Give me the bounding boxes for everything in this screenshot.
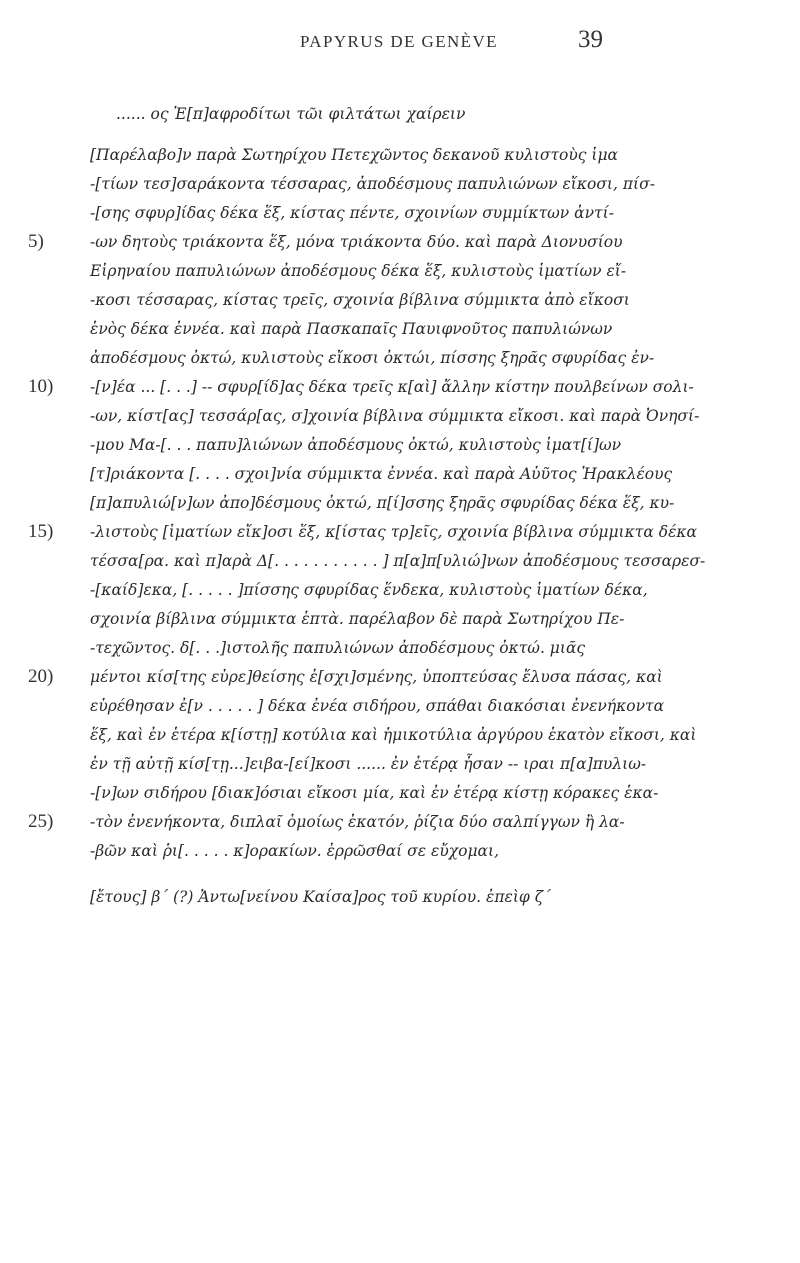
text-line-8: ἀποδέσμους ὀκτώ, κυλιστοὺς εἴκοσι ὀκτώι, πίσσης ξηρᾶς σφυρίδας ἐν-: [90, 349, 655, 367]
line-number-25: 25): [28, 811, 54, 832]
running-title: PAPYRUS DE GENÈVE: [300, 32, 498, 51]
text-line-22: ἐν τῇ αὐτῇ κίσ[τῃ...]ειβα-[εί]κοσι ...... ἐν ἑτέρᾳ ἦσαν -- ιραι π[α]πυλιω-: [90, 755, 647, 773]
text-line-5: Εἰρηναίου παπυλιώνων ἀποδέσμους δέκα ἕξ, κυλιστοὺς ἱματίων εἴ-: [90, 262, 627, 280]
text-line-24: -τὸν ἐνενήκοντα, διπλαῖ ὁμοίως ἑκατόν, ῥίζια δύο σαλπίγγων ἢ λα-: [90, 813, 625, 831]
text-line-3: -[σης σφυρ]ίδας δέκα ἕξ, κίστας πέντε, σχοινίων συμμίκτων ἀντί-: [90, 204, 614, 222]
text-line-4: -ων δητοὺς τριάκοντα ἕξ, μόνα τριάκοντα δύο. καὶ παρὰ Διονυσίου: [90, 233, 623, 251]
text-line-16: -[καίδ]εκα, [. . . . . ]πίσσης σφυρίδας ἕνδεκα, κυλιστοὺς ἱματίων δέκα,: [90, 581, 648, 599]
running-head: [0, 26, 800, 56]
line-number-10: 10): [28, 376, 54, 397]
text-line-14: -λιστοὺς [ἱματίων εἴκ]οσι ἕξ, κ[ίστας τρ]εῖς, σχοινία βίβλινα σύμμικτα δέκα: [90, 523, 698, 541]
text-line-21: ἕξ, καὶ ἐν ἑτέρα κ[ίστῃ] κοτύλια καὶ ἡμικοτύλια ἀργύρου ἑκατὸν εἴκοσι, καὶ: [90, 726, 697, 744]
text-line-0: ...... ος Ἐ[π]αφροδίτωι τῶι φιλτάτωι χαίρειν: [116, 105, 466, 123]
text-line-19: μέντοι κίσ[της εὑρε]θείσης ἐ[σχι]σμένης, ὑποπτεύσας ἔλυσα πάσας, καὶ: [90, 668, 663, 686]
line-number-5: 5): [28, 231, 44, 252]
text-line-6: -κοσι τέσσαρας, κίστας τρεῖς, σχοινία βίβλινα σύμμικτα ἀπὸ εἴκοσι: [90, 291, 630, 309]
text-line-25: -βῶν καὶ ῥι[. . . . . κ]ορακίων. ἐρρῶσθαί σε εὔχομαι,: [90, 842, 500, 860]
text-line-1: [Παρέλαβο]ν παρὰ Σωτηρίχου Πετεχῶντος δεκανοῦ κυλιστοὺς ἱμα: [90, 146, 619, 164]
text-line-9: -[ν]έα ... [. . .] -- σφυρ[ίδ]ας δέκα τρεῖς κ[αὶ] ἄλλην κίστην πουλβείνων σολι-: [90, 378, 694, 396]
date-line: [ἔτους] β΄ (?) Ἀντω[νείνου Καίσα]ρος τοῦ κυρίου. ἐπεὶφ ζ΄: [90, 888, 551, 906]
text-line-23: -[ν]ων σιδήρου [διακ]όσιαι εἴκοσι μία, καὶ ἐν ἑτέρᾳ κίστῃ κόρακες ἑκα-: [90, 784, 659, 802]
text-line-18: -τεχῶντος. δ[. . .]ιστολῆς παπυλιώνων ἀποδέσμους ὀκτώ. μιᾶς: [90, 639, 586, 657]
text-line-20: εὑρέθησαν ἐ[ν . . . . . ] δέκα ἐνέα σιδήρου, σπάθαι διακόσιαι ἐνενήκοντα: [90, 697, 665, 715]
text-line-15: τέσσα[ρα. καὶ π]αρὰ Δ[. . . . . . . . . . . ] π[α]π[υλιώ]νων ἀποδέσμους τεσσαρεσ-: [90, 552, 706, 570]
line-number-15: 15): [28, 521, 54, 542]
line-number-20: 20): [28, 666, 54, 687]
text-line-11: -μου Μα-[. . . παπυ]λιώνων ἀποδέσμους ὀκτώ, κυλιστοὺς ἱματ[ί]ων: [90, 436, 622, 454]
text-line-12: [τ]ριάκοντα [. . . . σχοι]νία σύμμικτα ἐννέα. καὶ παρὰ Αὐῦτος Ἡρακλέους: [90, 465, 673, 483]
text-line-10: -ων, κίστ[ας] τεσσάρ[ας, σ]χοινία βίβλινα σύμμικτα εἴκοσι. καὶ παρὰ Ὀνησί-: [90, 407, 700, 425]
text-line-7: ἑνὸς δέκα ἐννέα. καὶ παρὰ Πασκαπαῖς Παυιφνοῦτος παπυλιώνων: [90, 320, 613, 338]
text-line-2: -[τίων τεσ]σαράκοντα τέσσαρας, ἀποδέσμους παπυλιώνων εἴκοσι, πίσ-: [90, 175, 655, 193]
text-line-13: [π]απυλιώ[ν]ων ἀπο]δέσμους ὀκτώ, π[ί]σσης ξηρᾶς σφυρίδας δέκα ἕξ, κυ-: [90, 494, 675, 512]
text-line-17: σχοινία βίβλινα σύμμικτα ἑπτὰ. παρέλαβον δὲ παρὰ Σωτηρίχου Πε-: [90, 610, 625, 628]
page-number: 39: [578, 26, 603, 53]
